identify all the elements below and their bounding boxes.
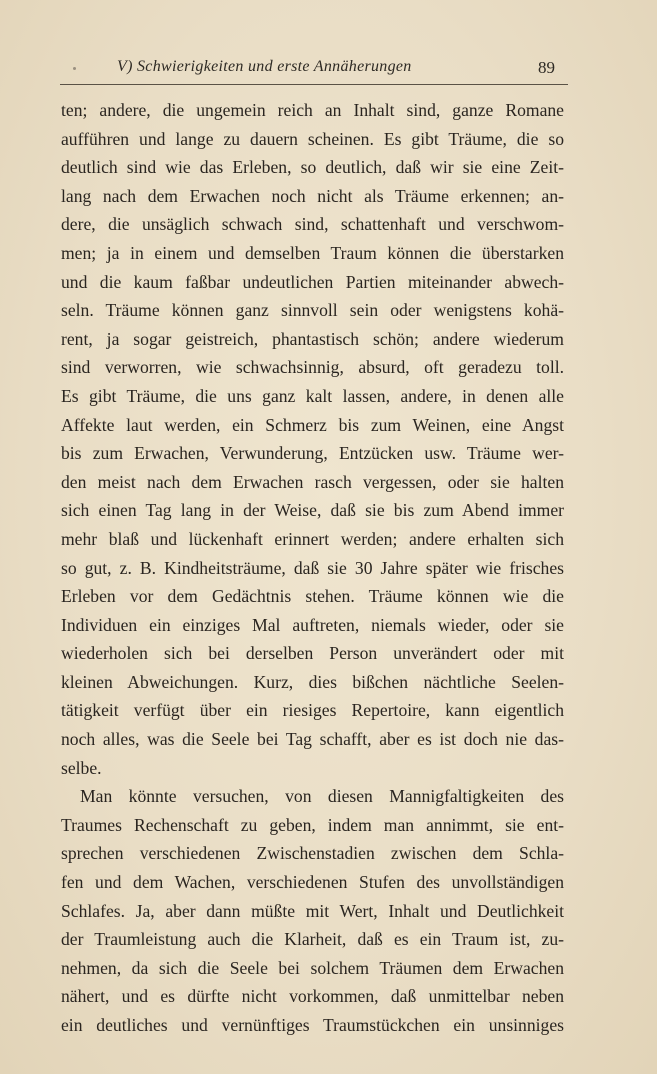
text-line: fen und dem Wachen, verschiedenen Stufen des unvollständigen [61,872,564,893]
text-line: mehr blaß und lückenhaft erinnert werden; andere erhalten sich [61,528,564,549]
text-line: Affekte laut werden, ein Schmerz bis zum Weinen, eine Angst [61,414,564,435]
text-line: ten; andere, die ungemein reich an Inhalt sind, ganze Romane [61,100,564,120]
running-head: V) Schwierigkeiten und erste Annäherungen [117,58,412,75]
text-line: nehmen, da sich die Seele bei solchem Träumen dem Erwachen [61,957,564,978]
text-line: nähert, und es dürfte nicht vorkommen, daß unmittelbar neben [61,986,564,1007]
text-line: sprechen verschiedenen Zwischenstadien zwischen dem Schla- [61,843,564,864]
text-line: kleinen Abweichungen. Kurz, dies bißchen nächtliche Seelen- [61,671,564,692]
text-line: der Traumleistung auch die Klarheit, daß es ein Traum ist, zu- [61,929,564,950]
text-line: seln. Träume können ganz sinnvoll sein oder wenigstens kohä- [61,300,564,321]
text-line: und die kaum faßbar undeutlichen Partien miteinander abwech- [61,271,564,292]
text-line: Schlafes. Ja, aber dann müßte mit Wert, Inhalt und Deutlichkeit [61,900,564,921]
text-line: sich einen Tag lang in der Weise, daß sie bis zum Abend immer [61,500,564,521]
text-line: noch alles, was die Seele bei Tag schafft, aber es ist doch nie das- [61,729,564,750]
text-line: selbe. [61,757,102,778]
print-speck [73,67,76,70]
text-line: rent, ja sogar geistreich, phantastisch schön; andere wiederum [61,328,564,349]
text-line: aufführen und lange zu dauern scheinen. Es gibt Träume, die so [61,128,564,149]
text-line: den meist nach dem Erwachen rasch vergessen, oder sie halten [61,471,564,492]
text-line: men; ja in einem und demselben Traum können die überstarken [61,242,564,263]
text-line: sind verworren, wie schwachsinnig, absurd, oft geradezu toll. [61,357,564,378]
text-line: Es gibt Träume, die uns ganz kalt lassen, andere, in denen alle [61,385,564,406]
text-line: Individuen ein einziges Mal auftreten, niemals wieder, oder sie [61,614,564,635]
text-line: dere, die unsäglich schwach sind, schattenhaft und verschwom- [61,214,564,235]
text-line: Traumes Rechenschaft zu geben, indem man annimmt, sie ent- [61,814,564,835]
page-number: 89 [538,58,555,77]
text-line: lang nach dem Erwachen noch nicht als Träume erkennen; an- [61,185,564,206]
text-line: deutlich sind wie das Erleben, so deutlich, daß wir sie eine Zeit- [61,157,564,178]
body-text [61,96,564,1040]
text-line: wiederholen sich bei derselben Person unverändert oder mit [61,643,564,664]
header-rule [60,84,568,85]
text-line: so gut, z. B. Kindheitsträume, daß sie 30 Jahre später wie frisches [61,557,564,578]
text-line: tätigkeit verfügt über ein riesiges Repertoire, kann eigentlich [61,700,564,721]
text-line: ein deutliches und vernünftiges Traumstückchen ein unsinniges [61,1015,564,1035]
text-line: Erleben vor dem Gedächtnis stehen. Träume können wie die [61,586,564,607]
paragraph-start-line: Man könnte versuchen, von diesen Mannigfaltigkeiten des [80,786,564,807]
text-line: bis zum Erwachen, Verwunderung, Entzücken usw. Träume wer- [61,443,564,464]
